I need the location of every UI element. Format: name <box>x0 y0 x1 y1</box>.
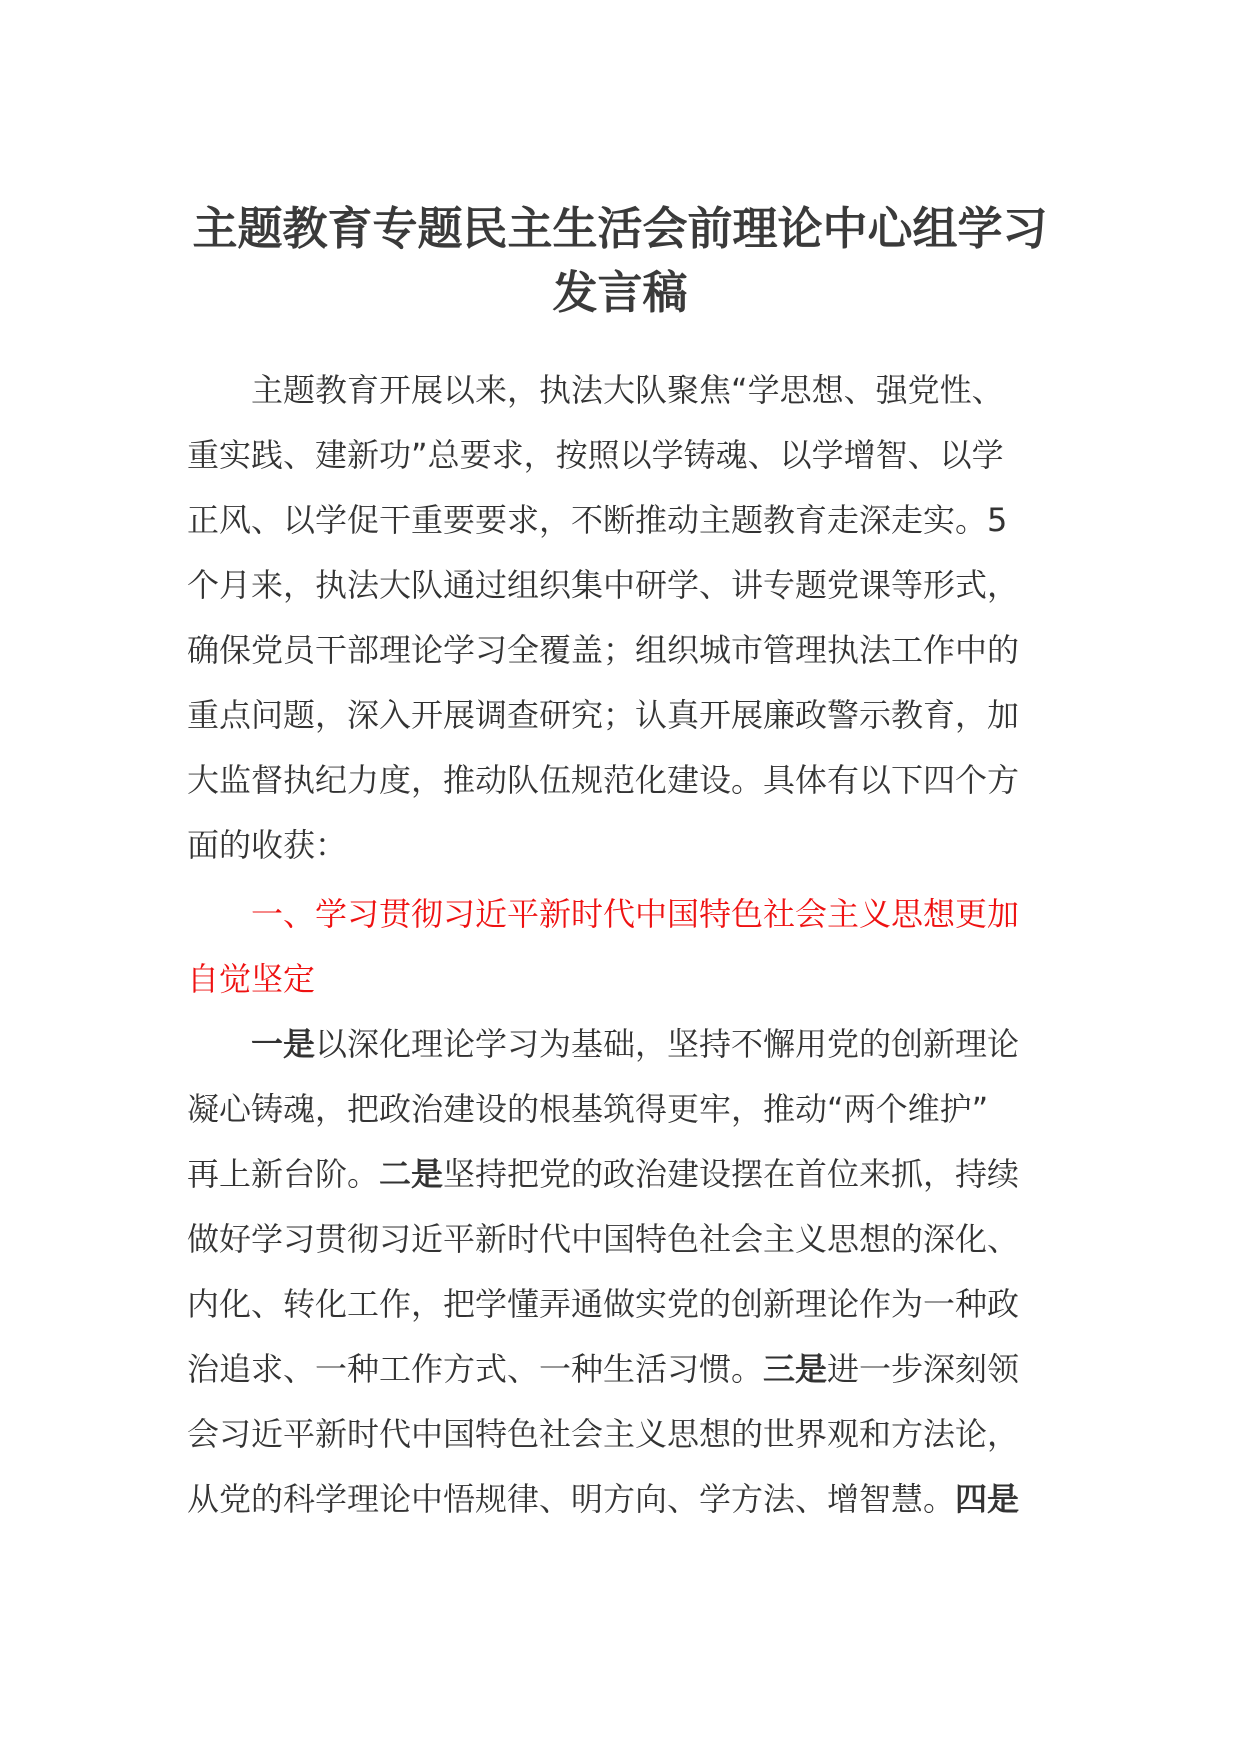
section-one-line: 凝心铸魂，把政治建设的根基筑得更牢，推动“两个维护” <box>187 1090 989 1128</box>
section-one-text: 坚持把党的政治建设摆在首位来抓，持续 <box>443 1155 1020 1193</box>
intro-line: 重实践、建新功”总要求，按照以学铸魂、以学增智、以学 <box>187 436 1004 474</box>
title-line-1: 主题教育专题民主生活会前理论中心组学习 <box>192 202 1048 255</box>
section-one-text: 从党的科学理论中悟规律、明方向、学方法、增智慧。 <box>187 1480 956 1518</box>
intro-line: 大监督执纪力度，推动队伍规范化建设。具体有以下四个方 <box>187 761 1020 799</box>
intro-line: 面的收获： <box>187 826 348 864</box>
section-one-text: 以深化理论学习为基础，坚持不懈用党的创新理论 <box>315 1025 1020 1063</box>
intro-line: 主题教育开展以来，执法大队聚焦“学思想、强党性、 <box>251 371 1004 409</box>
document-title <box>150 197 1090 325</box>
section-heading-1 <box>187 882 1037 1012</box>
section-heading-line: 一、学习贯彻习近平新时代中国特色社会主义思想更加 <box>251 895 1020 933</box>
section-one-line <box>187 1142 1037 1207</box>
intro-paragraph <box>187 358 1037 878</box>
lead-phrase: 四是 <box>955 1480 1020 1518</box>
lead-phrase: 三是 <box>763 1350 828 1388</box>
section-heading-line: 自觉坚定 <box>187 960 316 998</box>
section-one-paragraph <box>187 1012 1037 1532</box>
section-one-text: 再上新台阶。 <box>187 1155 380 1193</box>
lead-phrase: 一是 <box>251 1025 316 1063</box>
section-one-line <box>187 1012 1037 1077</box>
lead-phrase: 二是 <box>379 1155 444 1193</box>
section-one-line <box>187 1467 1037 1532</box>
intro-line: 重点问题，深入开展调查研究；认真开展廉政警示教育，加 <box>187 696 1020 734</box>
section-one-line: 会习近平新时代中国特色社会主义思想的世界观和方法论， <box>187 1415 1020 1453</box>
section-one-line: 内化、转化工作，把学懂弄通做实党的创新理论作为一种政 <box>187 1285 1020 1323</box>
intro-line: 正风、以学促干重要要求，不断推动主题教育走深走实。5 <box>187 501 1008 539</box>
section-one-text: 进一步深刻领 <box>827 1350 1020 1388</box>
intro-line: 确保党员干部理论学习全覆盖；组织城市管理执法工作中的 <box>187 631 1020 669</box>
title-line-2: 发言稿 <box>552 266 688 319</box>
intro-line: 个月来，执法大队通过组织集中研学、讲专题党课等形式， <box>187 566 1020 604</box>
section-one-line: 做好学习贯彻习近平新时代中国特色社会主义思想的深化、 <box>187 1220 1020 1258</box>
section-one-line <box>187 1337 1037 1402</box>
section-one-text: 治追求、一种工作方式、一种生活习惯。 <box>187 1350 764 1388</box>
